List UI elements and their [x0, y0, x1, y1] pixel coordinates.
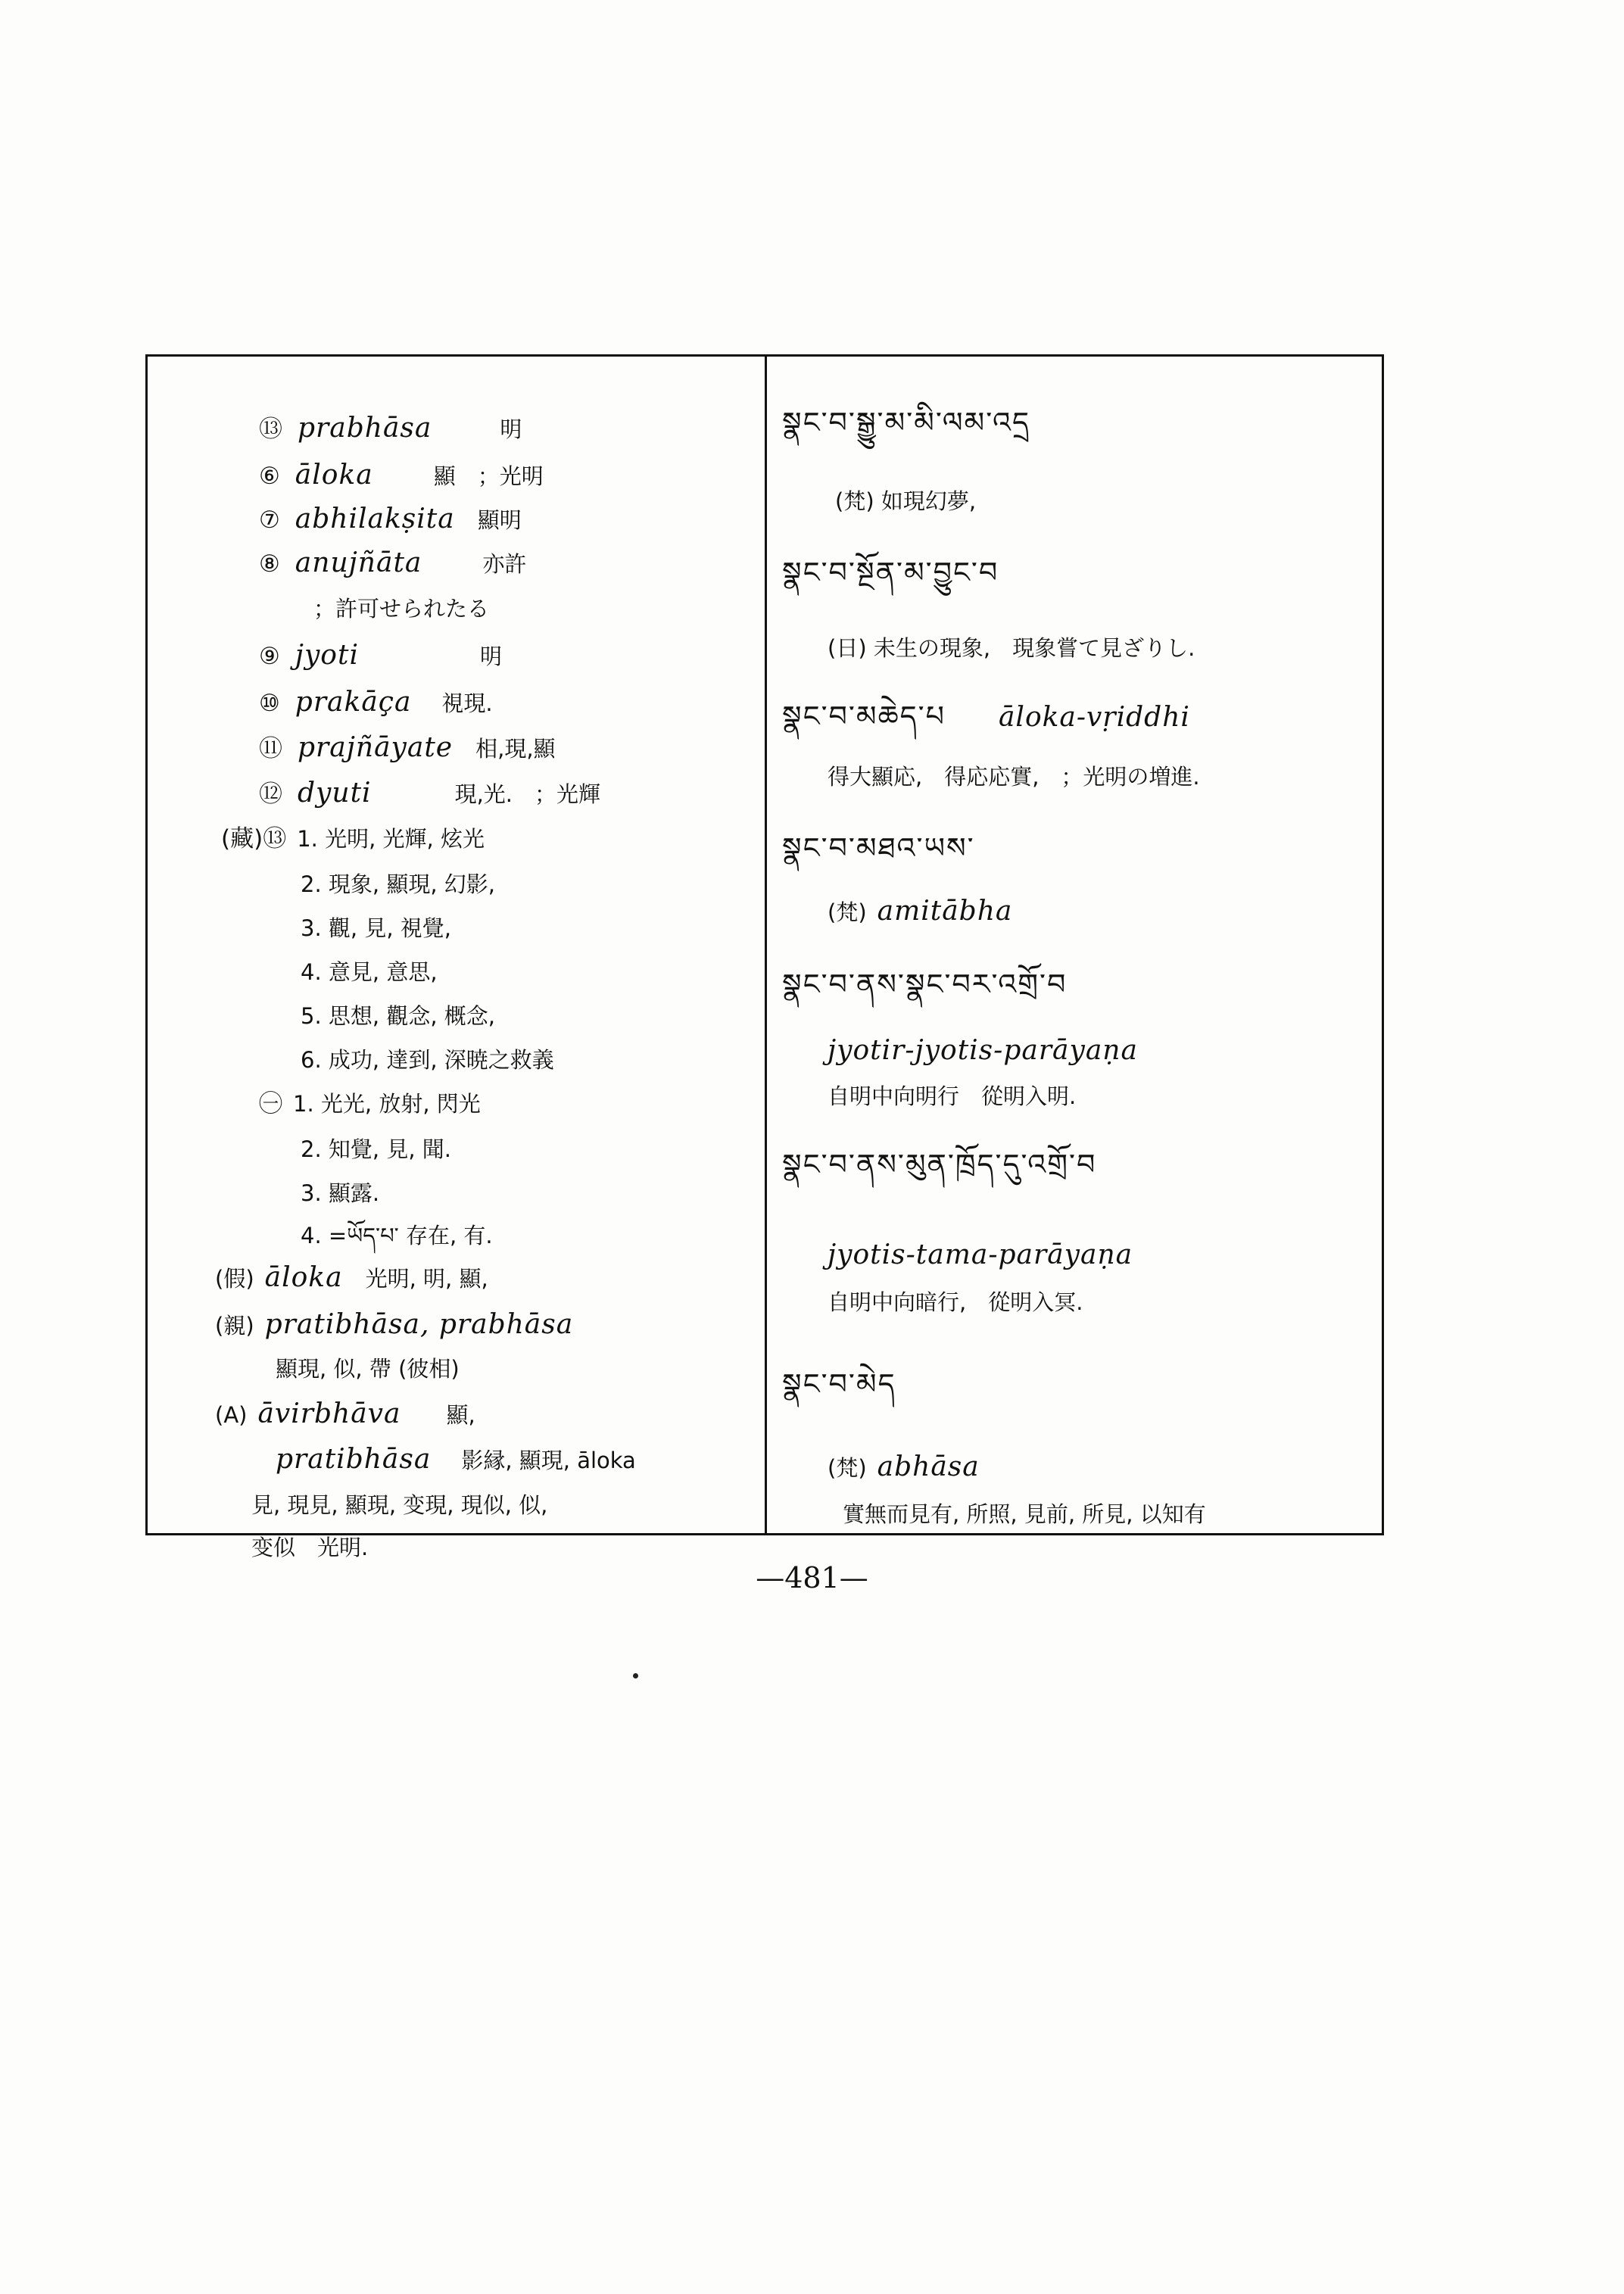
- entry-line: 3. 觀, 見, 視覺,: [301, 915, 451, 941]
- entry-line: 3. 顯露.: [301, 1180, 380, 1206]
- tibetan-headword: སྣང་བ་མེད: [782, 1367, 896, 1401]
- entry-line: 實無而見有, 所照, 見前, 所見, 以知有: [843, 1501, 1206, 1527]
- entry-line: 得大顯応, 得応応實, ；光明の増進.: [828, 764, 1200, 790]
- entry-line: 自明中向暗行, 從明入冥.: [828, 1289, 1083, 1315]
- entry-line: ⑦ abhilakṣita 顯明: [259, 503, 522, 535]
- entry-line: ⑪ prajñāyate 相,現,顯: [259, 732, 556, 763]
- entry-line: (日) 未生の現象, 現象嘗て見ざりし.: [828, 635, 1195, 661]
- entry-line: ⑬ prabhāsa 明: [259, 413, 522, 444]
- entry-line: 顯現, 似, 帶 (彼相): [276, 1356, 460, 1382]
- entry-line: 2. 知覺, 見, 聞.: [301, 1136, 451, 1162]
- page-number: —481—: [756, 1561, 868, 1594]
- entry-line: ⑧ anujñāta 亦許: [259, 547, 527, 578]
- entry-line: (梵) 如現幻夢,: [835, 488, 977, 514]
- entry-line: pratibhāsa 影縁, 顯現, āloka: [276, 1444, 636, 1475]
- entry-line: (A) āvirbhāva 顯,: [215, 1398, 475, 1429]
- tibetan-headword: སྣང་བ་ནས་མུན་ཁྲོད་དུ་འགྲོ་བ: [782, 1148, 1097, 1181]
- entry-line: jyotis-tama-parāyaṇa: [828, 1239, 1133, 1270]
- entry-line: 6. 成功, 達到, 深暁之救義: [301, 1047, 554, 1073]
- entry-line: ⑨ jyoti 明: [259, 640, 502, 671]
- tibetan-headword: སྣང་བ་མཐའ་ཡས་: [782, 831, 975, 865]
- tibetan-headword: སྣང་བ་ནས་སྣང་བར་འགྲོ་བ: [782, 968, 1068, 1001]
- entry-line: 2. 現象, 顯現, 幻影,: [301, 871, 495, 897]
- entry-line: ⑥ āloka 顯 ；光明: [259, 460, 544, 491]
- entry-line: (藏)⑬ 1. 光明, 光輝, 炫光: [221, 825, 485, 852]
- speck: [633, 1673, 638, 1678]
- left-column-lower: [145, 354, 765, 1535]
- entry-line: (梵) abhāsa: [828, 1451, 980, 1482]
- entry-line: 变似 光明.: [251, 1535, 369, 1560]
- entry-line: ⑫ dyuti 現,光. ；光輝: [259, 778, 600, 809]
- entry-line: ；許可せられたる: [313, 596, 490, 622]
- entry-line: (梵) amitābha: [828, 896, 1013, 927]
- entry-line: 自明中向明行 從明入明.: [828, 1083, 1077, 1109]
- entry-line: 4. 意見, 意思,: [301, 959, 438, 985]
- entry-line: 4. =ཡོད་པ་ 存在, 有.: [301, 1223, 493, 1248]
- tibetan-headword: སྣང་བ་སྔོན་མ་བྱུང་བ: [782, 556, 999, 589]
- tibetan-headword: སྣང་བ་སྒྱུ་མ་མི་ལམ་འདྲ: [782, 406, 1030, 439]
- right-column: [767, 354, 1384, 1535]
- entry-line: 5. 思想, 觀念, 概念,: [301, 1003, 495, 1029]
- entry-line: (親) pratibhāsa, prabhāsa: [215, 1309, 574, 1340]
- entry-line: སྣང་བ་མཆེད་པ āloka-vṛiddhi: [782, 700, 1190, 733]
- entry-line: 見, 現見, 顯現, 变現, 現似, 似,: [251, 1492, 548, 1518]
- entry-line: ㊀ 1. 光光, 放射, 閃光: [259, 1090, 481, 1117]
- entry-line: ⑩ prakāça 視現.: [259, 687, 493, 718]
- entry-line: (假) āloka 光明, 明, 顯,: [215, 1262, 488, 1293]
- entry-line: jyotir-jyotis-parāyaṇa: [828, 1035, 1138, 1066]
